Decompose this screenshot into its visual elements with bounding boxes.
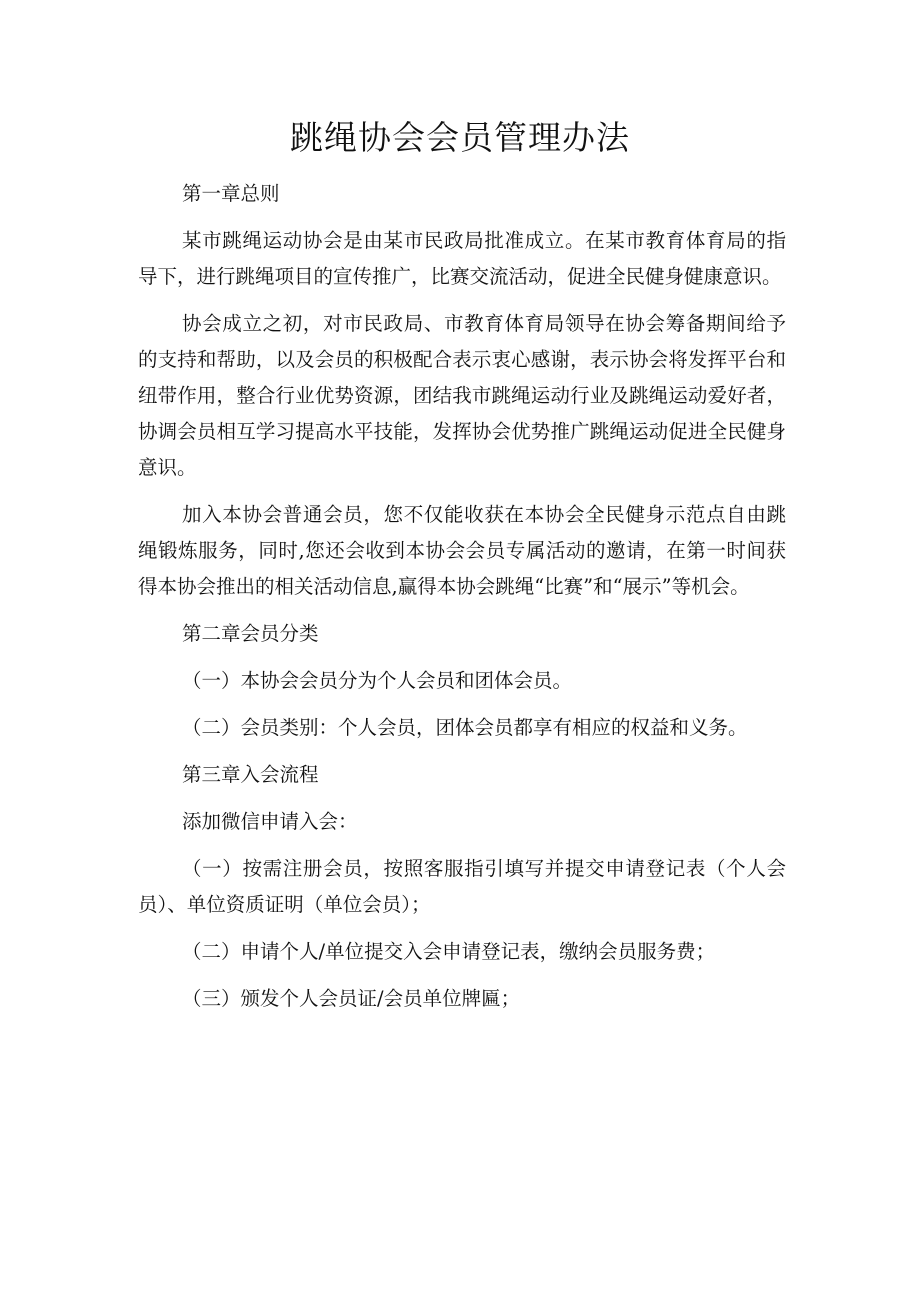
join-step-2: （二）申请个人/单位提交入会申请登记表，缴纳会员服务费； [182, 940, 716, 963]
paragraph-thanks: 协会成立之初，对市民政局、市教育体育局领导在协会筹备期间给予的支持和帮助，以及会员的积极配合表示衷心感谢，表示协会将发挥平台和纽带作用，整合行业优势资源，团结我市跳绳运动行业及跳绳运动爱好者，协调会员相互学习提高水平技能，发挥协会优势推广跳绳运动促进全民健身意识。 [138, 312, 786, 479]
member-category-item-1: （一）本协会会员分为个人会员和团体会员。 [182, 669, 573, 692]
join-step-1: （一）按需注册会员，按照客服指引填写并提交申请登记表（个人会员）、单位资质证明（单位会员）； [138, 857, 786, 916]
document-body [138, 176, 786, 1028]
document-title: 跳绳协会会员管理办法 [290, 118, 630, 157]
join-step-3: （三）颁发个人会员证/会员单位牌匾； [182, 987, 521, 1010]
chapter-2-heading: 第二章会员分类 [182, 622, 319, 645]
chapter-1-heading: 第一章总则 [182, 182, 280, 205]
paragraph-benefits: 加入本协会普通会员，您不仅能收获在本协会全民健身示范点自由跳绳锻炼服务，同时,您还会收到本协会会员专属活动的邀请，在第一时间获得本协会推出的相关活动信息,赢得本协会跳绳“比赛”和“展示”等机会。 [138, 503, 786, 598]
member-category-item-2: （二）会员类别：个人会员，团体会员都享有相应的权益和义务。 [182, 716, 748, 739]
chapter-3-heading: 第三章入会流程 [182, 763, 319, 786]
wechat-apply-label: 添加微信申请入会： [182, 810, 358, 833]
paragraph-intro: 某市跳绳运动协会是由某市民政局批准成立。在某市教育体育局的指导下，进行跳绳项目的宣传推广，比赛交流活动，促进全民健身健康意识。 [138, 229, 786, 288]
